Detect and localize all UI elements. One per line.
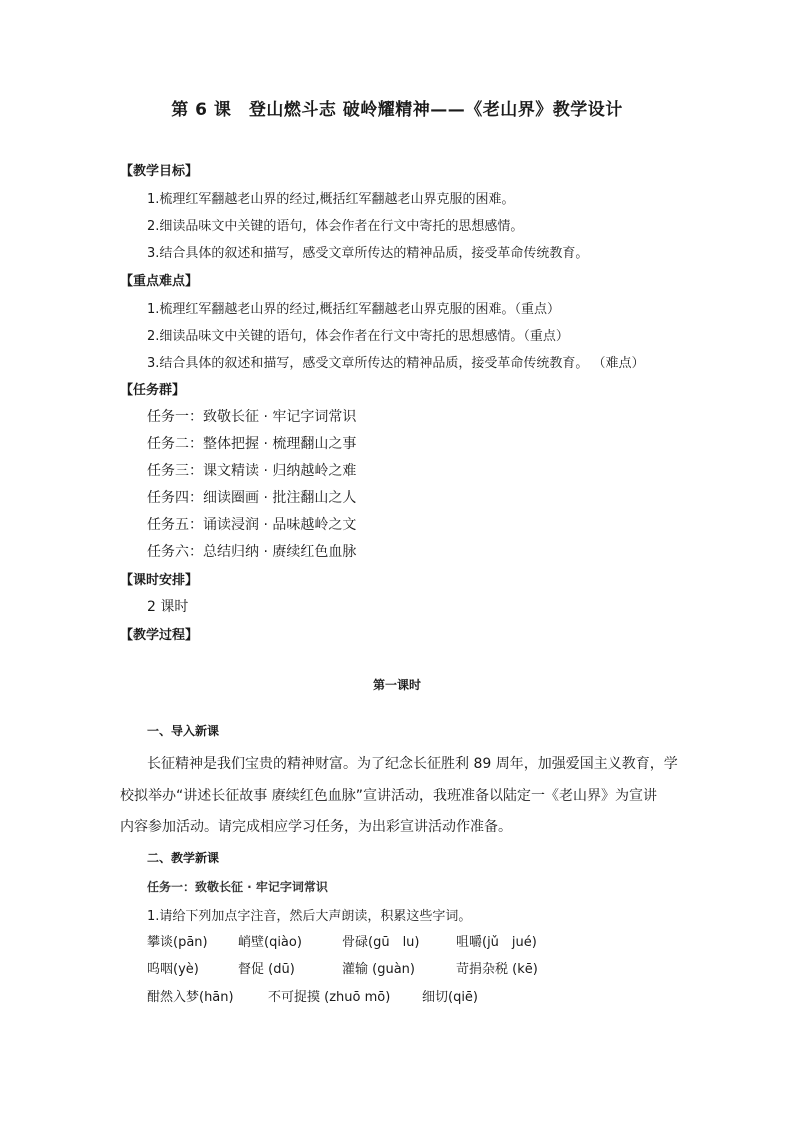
pinyin-item: 酣然入梦(hān): [147, 990, 234, 1005]
pinyin-item: 苛捐杂税 (kē): [456, 962, 538, 977]
pinyin-item: 峭壁(qiào): [238, 935, 302, 950]
key-point-item: 2.细读品味文中关键的语句，体会作者在行文中寄托的思想感情。（重点）: [147, 329, 569, 344]
key-point-item: 1.梳理红军翻越老山界的经过,概括红军翻越老山界克服的困难。（重点）: [147, 302, 561, 317]
schedule-header: 【课时安排】: [120, 573, 199, 588]
pinyin-item: 督促 (dū): [238, 962, 295, 977]
task-item: 任务五：诵读浸润 · 品味越岭之文: [147, 517, 357, 533]
key-point-item: 3.结合具体的叙述和描写，感受文章所传达的精神品质，接受革命传统教育。 （难点）: [147, 356, 645, 371]
instruction: 1.请给下列加点字注音，然后大声朗读，积累这些字词。: [147, 909, 472, 924]
section-heading: 二、教学新课: [147, 851, 220, 865]
section-heading: 一、导入新课: [147, 724, 220, 738]
schedule-value: 2 课时: [147, 599, 189, 615]
objective-item: 3.结合具体的叙述和描写，感受文章所传达的精神品质，接受革命传统教育。: [147, 246, 589, 261]
task-item: 任务一：致敬长征 · 牢记字词常识: [147, 409, 357, 425]
objective-item: 2.细读品味文中关键的语句，体会作者在行文中寄托的思想感情。: [147, 219, 524, 234]
key-points-header: 【重点难点】: [120, 274, 199, 289]
task-item: 任务六：总结归纳 · 赓续红色血脉: [147, 544, 357, 560]
paragraph-line: 长征精神是我们宝贵的精神财富。为了纪念长征胜利 89 周年，加强爱国主义教育，学: [147, 756, 678, 772]
pinyin-item: 细切(qiē): [422, 990, 479, 1005]
task-title: 任务一：致敬长征 · 牢记字词常识: [147, 880, 328, 894]
pinyin-item: 呜咽(yè): [147, 962, 199, 977]
paragraph-line: 内容参加活动。请完成相应学习任务，为出彩宣讲活动作准备。: [120, 819, 512, 835]
task-item: 任务三：课文精读 · 归纳越岭之难: [147, 463, 357, 479]
task-item: 任务四：细读圈画 · 批注翻山之人: [147, 490, 357, 506]
document-title: 第 6 课 登山燃斗志 破岭耀精神——《老山界》教学设计: [171, 100, 623, 120]
objectives-header: 【教学目标】: [120, 164, 199, 179]
task-item: 任务二：整体把握 · 梳理翻山之事: [147, 436, 357, 452]
pinyin-item: 攀谈(pān): [147, 935, 208, 950]
pinyin-item: 灌输 (guàn): [342, 962, 415, 977]
pinyin-item: 骨碌(gū lu): [342, 935, 420, 950]
pinyin-item: 不可捉摸 (zhuō mō): [268, 990, 391, 1005]
lesson-title: 第一课时: [372, 678, 421, 692]
tasks-header: 【任务群】: [120, 383, 186, 398]
paragraph-line: 校拟举办“讲述长征故事 赓续红色血脉”宣讲活动，我班准备以陆定一《老山界》为宣讲: [120, 788, 657, 804]
process-header: 【教学过程】: [120, 628, 199, 643]
objective-item: 1.梳理红军翻越老山界的经过,概括红军翻越老山界克服的困难。: [147, 192, 515, 207]
pinyin-item: 咀嚼(jǔ jué): [456, 935, 537, 950]
